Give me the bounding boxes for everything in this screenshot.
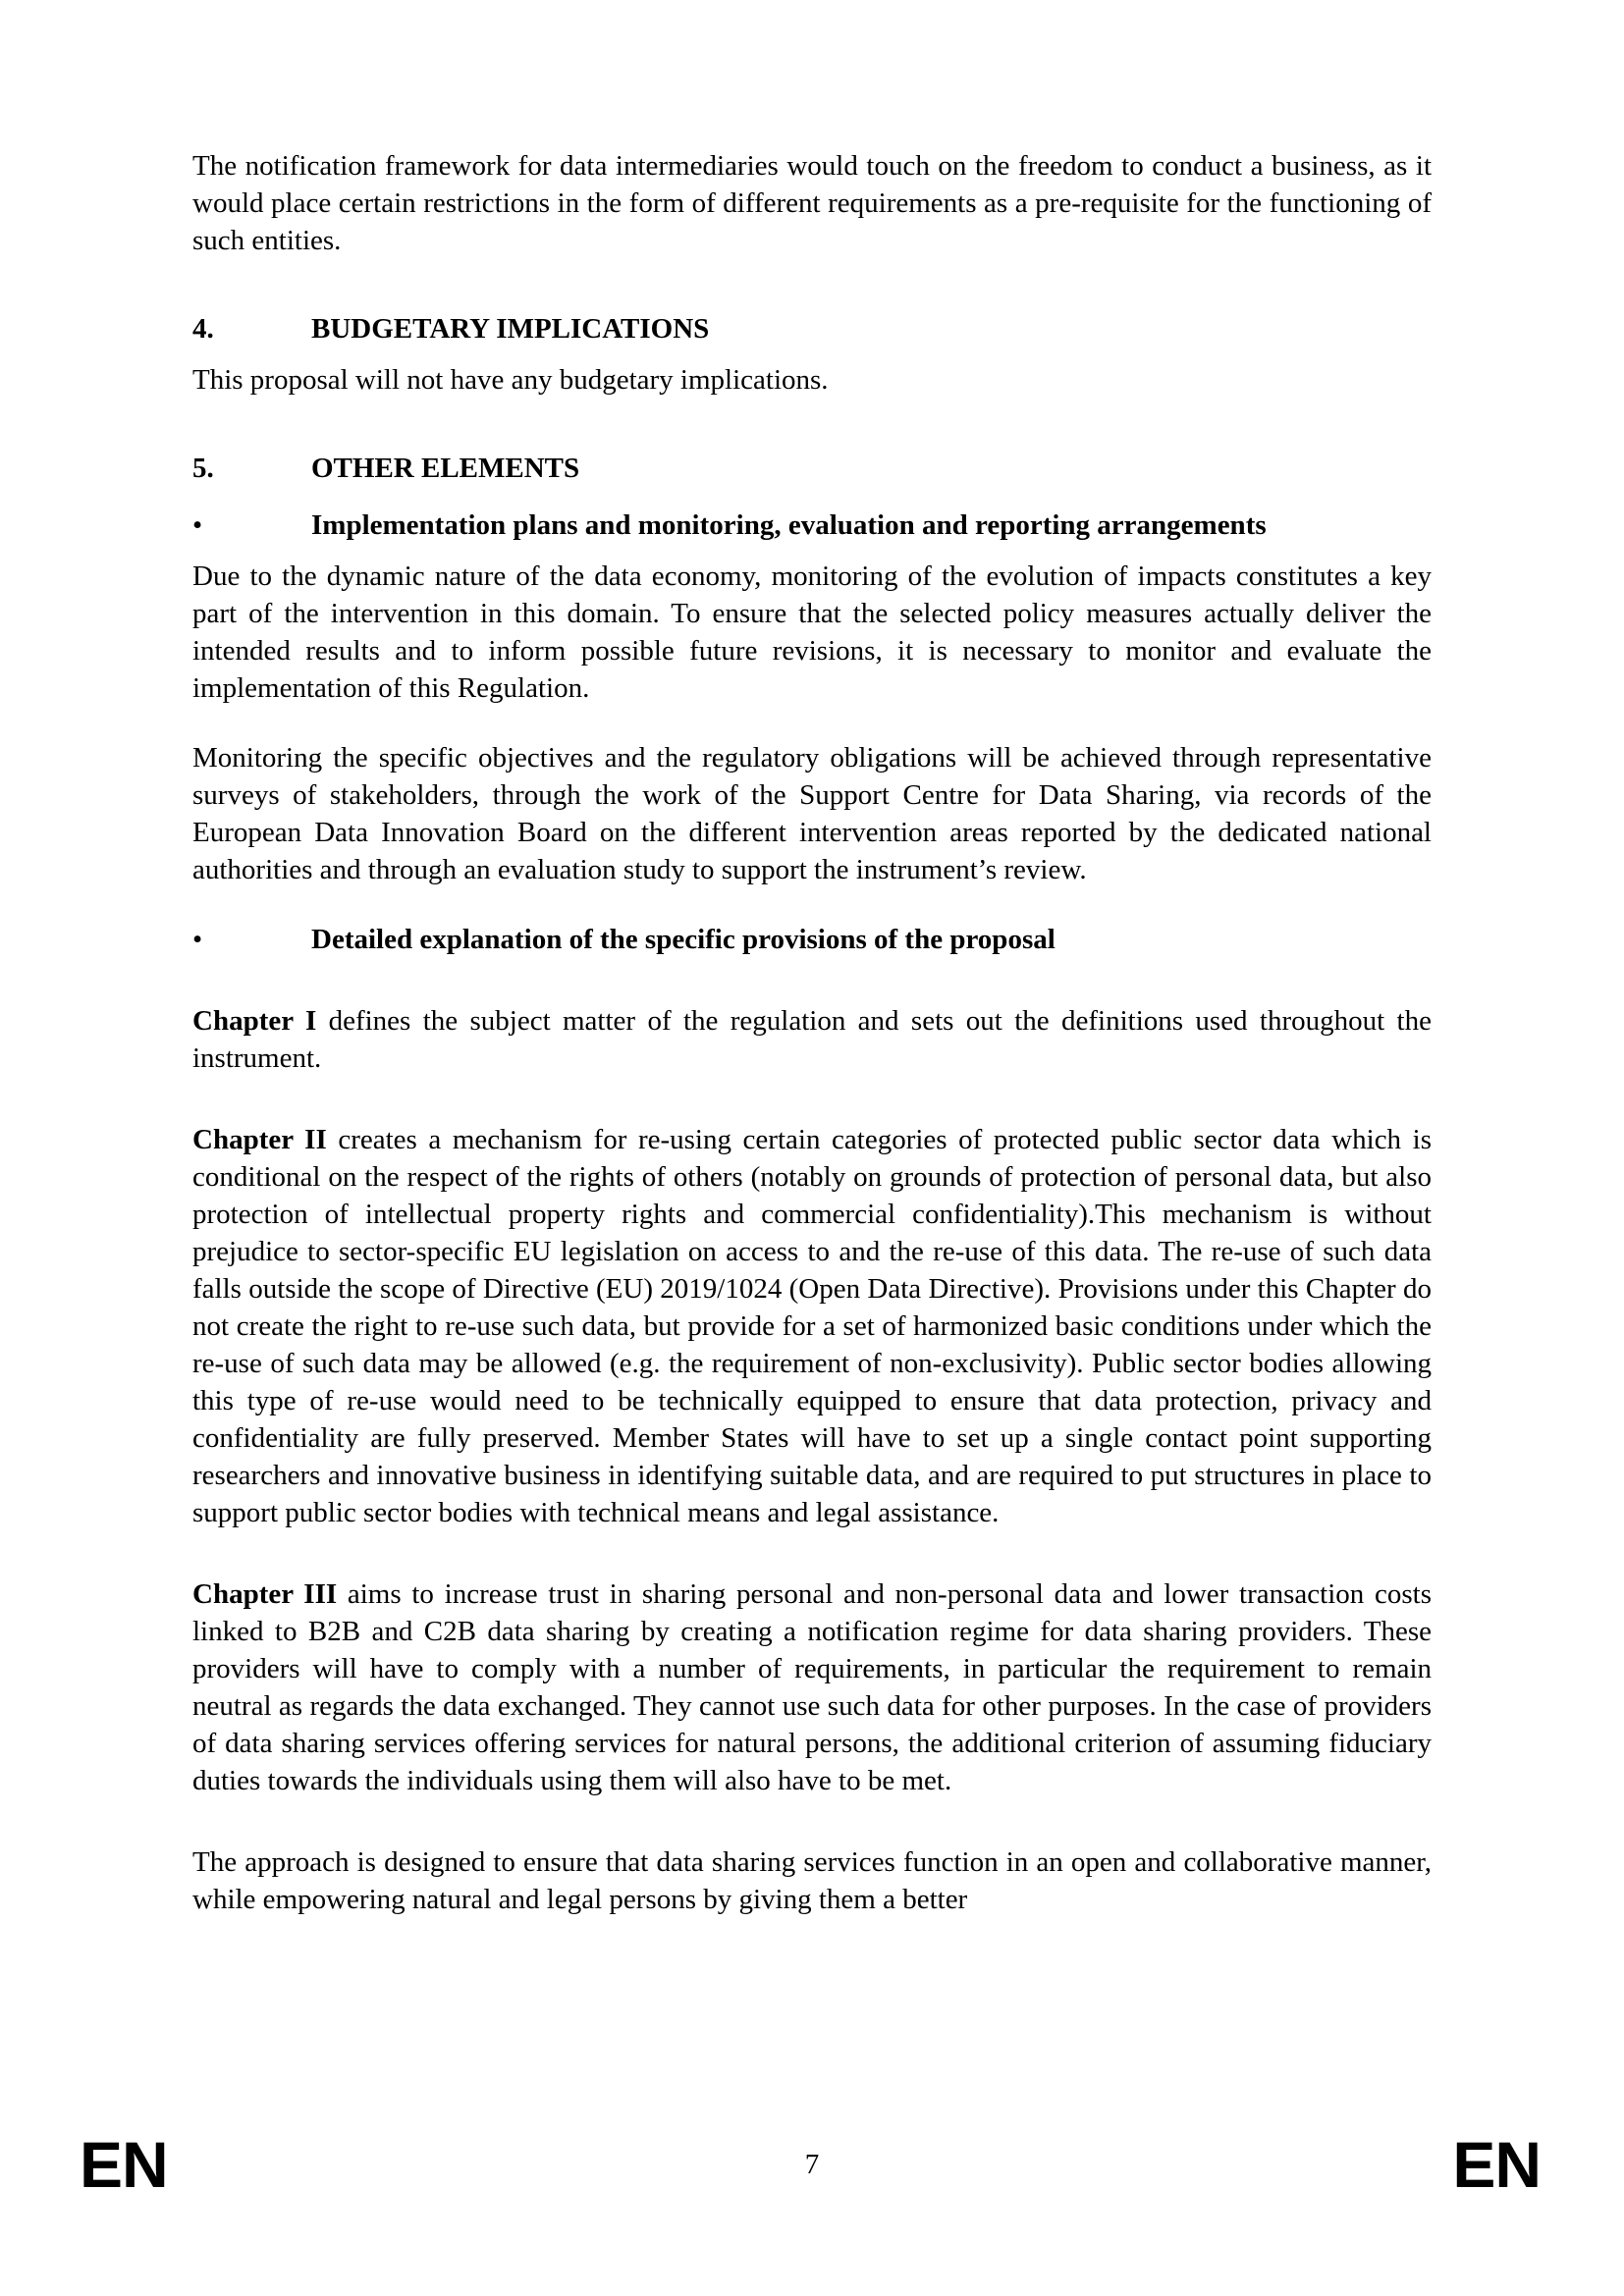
paragraph-approach: The approach is designed to ensure that data sharing services function in an open and collaborative manner, while empowering natural and legal persons by giving them a better [192,1846,1432,1915]
footer-language-code-left: EN [80,2128,168,2201]
section-title: OTHER ELEMENTS [311,453,580,484]
chapter-2-lead: Chapter II [192,1124,327,1155]
paragraph-chapter-2 [192,1121,1432,1531]
page-number: 7 [804,2149,820,2180]
chapter-1-lead: Chapter I [192,1005,317,1037]
bullet-heading-label: Implementation plans and monitoring, evaluation and reporting arrangements [311,509,1267,541]
paragraph-notification-framework: The notification framework for data intermediaries would touch on the freedom to conduct a business, as it would place certain restrictions in the form of different requirements as a pre-requisite for the functioning of such entities. [192,150,1432,256]
section-number: 5. [192,453,214,484]
page-content [192,147,1432,1950]
footer-language-code-right: EN [1452,2128,1541,2201]
bullet-heading-detailed-explanation [192,921,1432,958]
chapter-2-body: creates a mechanism for re-using certain categories of protected public sector data which is conditional on the respect of the rights of others (notably on grounds of protection of personal data, but also protection of intellectual property rights and commercial confidentiality).This mechanism is without prejudice to sector-specific EU legislation on access to and the re-use of this data. The re-use of such data falls outside the scope of Directive (EU) 2019/1024 (Open Data Directive). Provisions under this Chapter do not create the right to re-use such data, but provide for a set of harmonized basic conditions under which the re-use of such data may be allowed (e.g. the requirement of non-exclusivity). Public sector bodies allowing this type of re-use would need to be technically equipped to ensure that data protection, privacy and confidentiality are fully preserved. Member States will have to set up a single contact point supporting researchers and innovative business in identifying suitable data, and are required to put structures in place to support public sector bodies with technical means and legal assistance. [192,1124,1432,1528]
chapter-3-lead: Chapter III [192,1578,338,1610]
bullet-heading-label: Detailed explanation of the specific provisions of the proposal [311,924,1056,955]
section-title: BUDGETARY IMPLICATIONS [311,313,710,345]
bullet-marker-icon: • [192,924,203,955]
bullet-marker-icon: • [192,509,203,541]
section-number: 4. [192,313,214,345]
paragraph-monitoring-intro: Due to the dynamic nature of the data economy, monitoring of the evolution of impacts constitutes a key part of the intervention in this domain. To ensure that the selected policy measures actually deliver the intended results and to inform possible future revisions, it is necessary to monitor and evaluate the implementation of this Regulation. [192,561,1432,704]
paragraph-budgetary: This proposal will not have any budgetary implications. [192,364,829,396]
paragraph-chapter-3 [192,1575,1432,1799]
section-heading-budgetary-implications [192,310,1432,347]
chapter-1-body: defines the subject matter of the regulation and sets out the definitions used throughout the instrument. [192,1005,1432,1074]
chapter-3-body: aims to increase trust in sharing personal and non-personal data and lower transaction costs linked to B2B and C2B data sharing by creating a notification regime for data sharing providers. These providers will have to comply with a number of requirements, in particular the requirement to remain neutral as regards the data exchanged. They cannot use such data for other purposes. In the case of providers of data sharing services offering services for natural persons, the additional criterion of assuming fiduciary duties towards the individuals using them will also have to be met. [192,1578,1432,1796]
paragraph-monitoring-detail: Monitoring the specific objectives and the regulatory obligations will be achieved through representative surveys of stakeholders, through the work of the Support Centre for Data Sharing, via records of the European Data Innovation Board on the different intervention areas reported by the dedicated national authorities and through an evaluation study to support the instrument’s review. [192,742,1432,885]
paragraph-chapter-1 [192,1002,1432,1077]
section-heading-other-elements [192,450,1432,487]
bullet-heading-implementation-plans [192,507,1432,544]
